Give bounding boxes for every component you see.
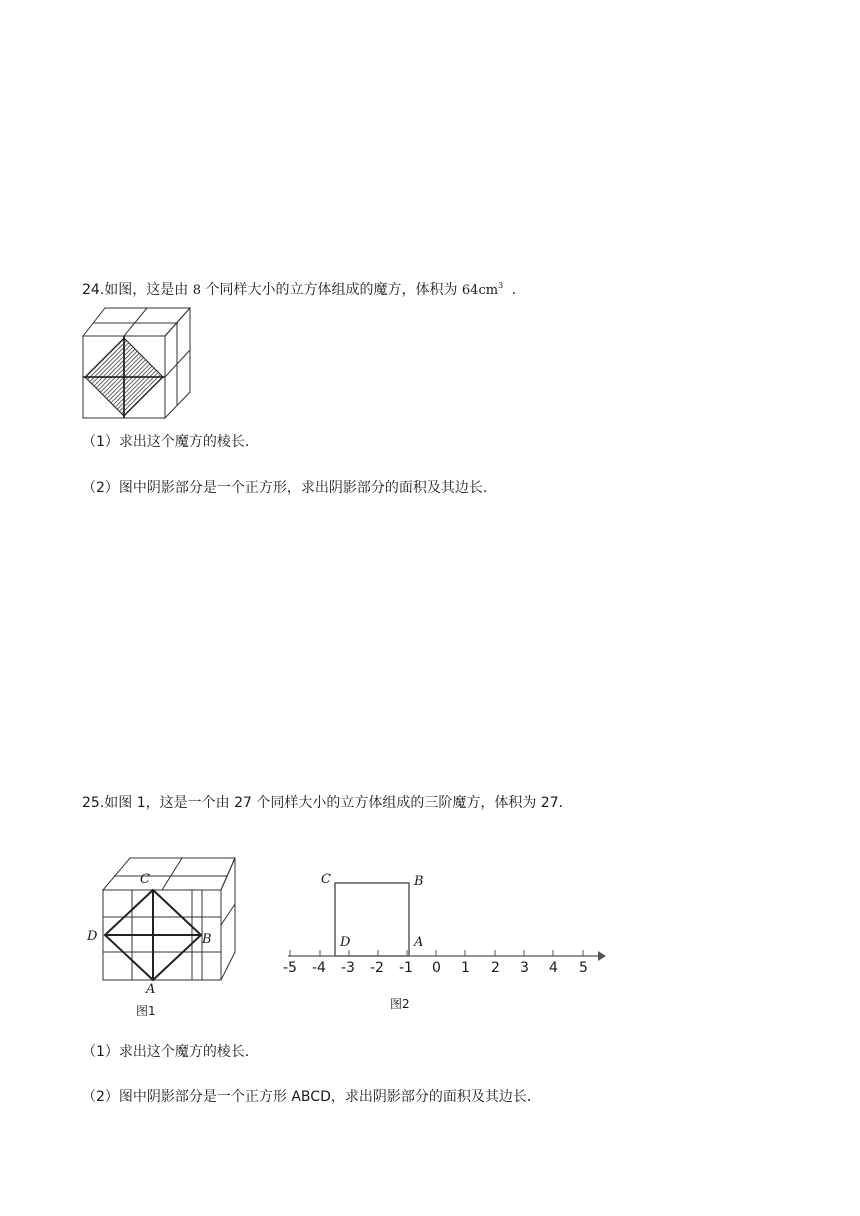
tick-label: -5: [283, 960, 297, 976]
tick-label: -3: [341, 960, 355, 976]
q25-fig1-cube: [84, 852, 244, 1002]
q25-stem: 25.如图 1，这是一个由 27 个同样大小的立方体组成的三阶魔方，体积为 27．: [82, 795, 573, 811]
q24-volume: $64cm^3$: [461, 281, 504, 298]
q25-fig1-top-face: [103, 858, 235, 890]
q24-cube-count: 8: [192, 283, 201, 298]
q25-fig2-label-a: A: [414, 935, 424, 950]
tick-label: 1: [461, 960, 470, 976]
q24-volume-exponent: 3: [498, 281, 504, 290]
q25-fig1-label-a: A: [146, 982, 156, 997]
q24-cube-figure: [80, 306, 200, 422]
q24-part-1: （1）求出这个魔方的棱长.: [82, 434, 250, 450]
q24-stem-text-a: 如图，这是由: [104, 282, 189, 298]
q25-fig2-axis-arrow: [598, 951, 606, 961]
tick-label: 0: [432, 960, 441, 976]
tick-label: -2: [370, 960, 384, 976]
q24-number: 24.: [82, 282, 105, 298]
q25-fig1-caption: 图1: [136, 1004, 156, 1018]
q24-top-face: [83, 308, 190, 336]
tick-label: 3: [520, 960, 529, 976]
q25-fig2-caption: 图2: [390, 997, 410, 1011]
q25-fig1-label-b: B: [202, 932, 212, 947]
q25-part-2: （2）图中阴影部分是一个正方形 ABCD，求出阴影部分的面积及其边长．: [82, 1089, 541, 1105]
q24-stem-end: .: [511, 282, 517, 298]
q25-fig1-label-d: D: [87, 929, 98, 944]
tick-label: 5: [579, 960, 588, 976]
tick-label: -1: [399, 960, 413, 976]
q25-fig2-label-c: C: [321, 872, 331, 887]
q24-stem: [82, 276, 516, 301]
q24-stem-text-b: 个同样大小的立方体组成的魔方，体积为: [205, 282, 458, 298]
q25-fig1-label-c: C: [140, 872, 150, 887]
q25-part-1: （1）求出这个魔方的棱长．: [82, 1044, 259, 1060]
q25-fig2-label-b: B: [414, 874, 424, 889]
tick-label: -4: [312, 960, 326, 976]
tick-label: 4: [549, 960, 558, 976]
q25-fig2-label-d: D: [340, 935, 351, 950]
q24-part-2: （2）图中阴影部分是一个正方形，求出阴影部分的面积及其边长.: [82, 480, 488, 496]
tick-label: 2: [491, 960, 500, 976]
